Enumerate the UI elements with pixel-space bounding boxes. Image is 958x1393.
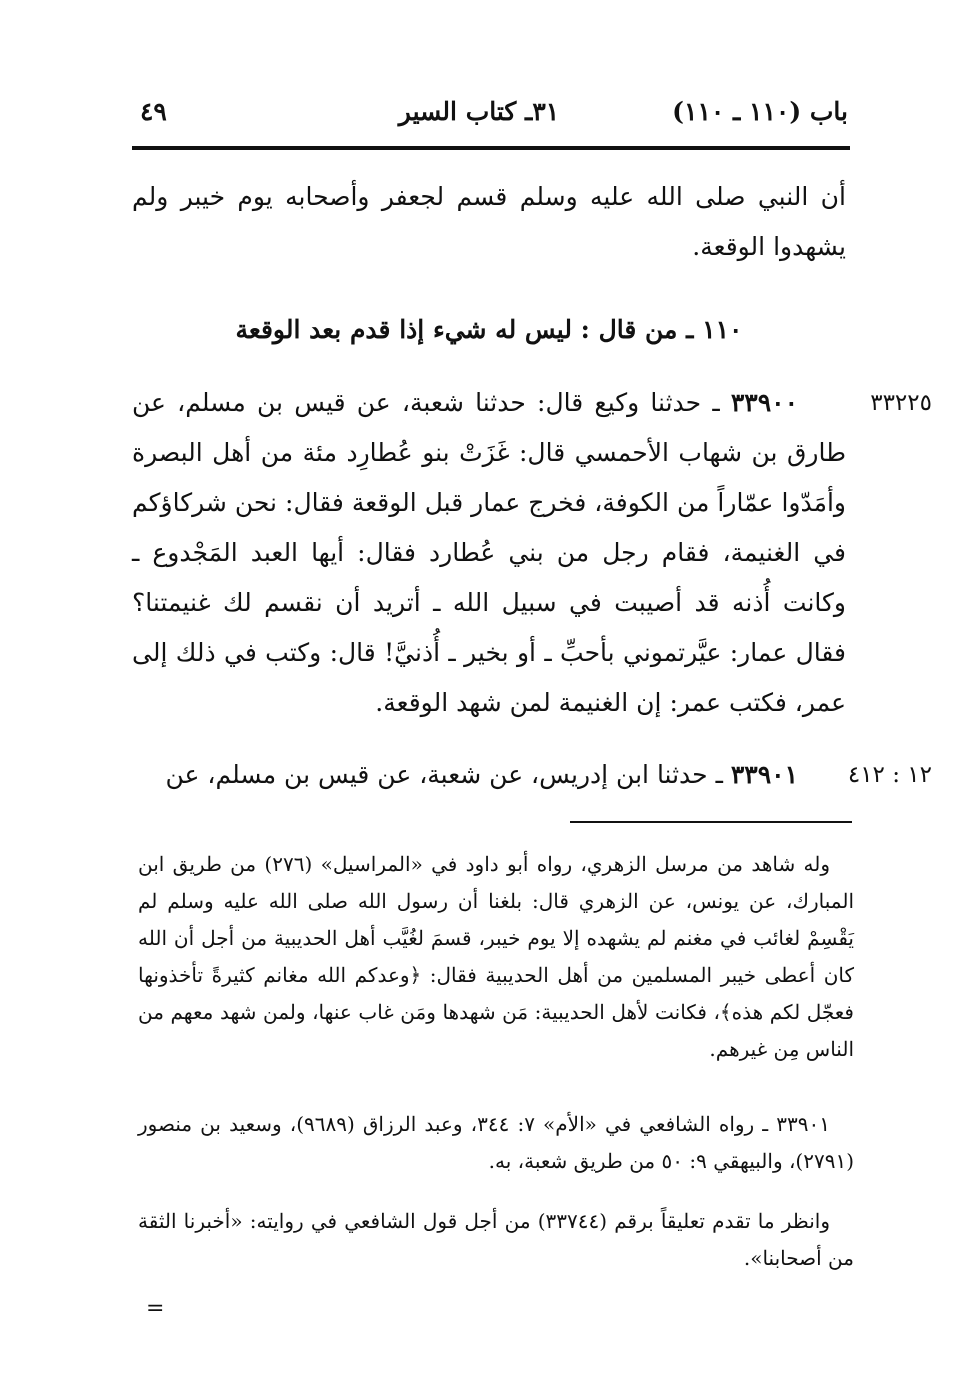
hadith-33901 [132,750,846,800]
margin-reference-1: ٣٣٢٢٥ [870,390,932,416]
section-title: ١١٠ ـ من قال : ليس له شيء إذا قدم بعد الوقعة [235,315,743,344]
top-paragraph-text: أن النبي صلى الله عليه وسلم قسم لجعفر وأصحابه يوم خيبر ولم يشهدوا الوقعة. [132,182,846,261]
footnote-3 [138,1203,854,1277]
footnote-text: ٣٣٩٠١ ـ رواه الشافعي في «الأم» ٧: ٣٤٤، وعبد الرزاق (٩٦٨٩)، وسعيد بن منصور (٢٧٩١)، والبيهقي ٩: ٥٠ من طريق شعبة، به. [138,1112,854,1173]
top-paragraph [132,172,846,272]
page-number: ٤٩ [140,97,167,126]
footnote-1 [138,846,854,1068]
hadith-33900 [132,378,846,728]
margin-reference-2: ١٢ : ٤١٢ [847,762,932,788]
hadith-text: ـ حدثنا وكيع قال: حدثنا شعبة، عن قيس بن مسلم، عن طارق بن شهاب الأحمسي قال: غَزَتْ بنو عُطارِد مئة من أهل البصرة وأمَدّوا عمّاراً من الكوفة، فخرج عمار قبل الوقعة فقال: نحن شركاؤكم في الغنيمة، فقام رجل من بني عُطارد فقال: أيها العبد المَجْدوع ـ وكانت أُذنه قد أصيبت في سبيل الله ـ أتريد أن نقسم لك غنيمتنا؟ فقال عمار: عيَّرتموني بأحبِّ ـ أو بخير ـ أُذنيَّ! قال: وكتب في ذلك إلى عمر، فكتب عمر: إن الغنيمة لمن شهد الوقعة. [132,388,846,717]
book-title-header: ٣١ـ كتاب السير [398,97,560,126]
header-rule [132,146,850,150]
footnote-separator [570,821,852,823]
chapter-range-header: باب (١١٠ ـ ١١٠) [672,97,848,126]
hadith-number: ٣٣٩٠١ [730,760,798,789]
footnote-2 [138,1106,854,1180]
hadith-text: ـ حدثنا ابن إدريس، عن شعبة، عن قيس بن مسلم، عن [165,760,723,789]
hadith-number: ٣٣٩٠٠ [730,388,798,417]
continuation-mark: = [146,1296,165,1321]
footnote-text: وانظر ما تقدم تعليقاً برقم (٣٣٧٤٤) من أجل قول الشافعي في روايته: «أخبرنا الثقة من أصحابنا». [138,1209,854,1270]
footnote-text: وله شاهد من مرسل الزهري، رواه أبو داود في «المراسيل» (٢٧٦) من طريق ابن المبارك، عن يونس، عن الزهري قال: بلغنا أن رسول الله صلى الله عليه وسلم لم يَقْسِمْ لغائب في مغنم لم يشهده إلا يوم خيبر، قسمَ لغُيَّب أهل الحديبية من أجل أن الله كان أعطى خيبر المسلمين من أهل الحديبية فقال: ﴿وعدكم الله مغانم كثيرةً تأخذونها فعجّل لكم هذه﴾، فكانت لأهل الحديبية: مَن شهدها ومَن غاب عنها، ولمن شهد معهم من الناس مِن غيرهم. [138,852,854,1061]
